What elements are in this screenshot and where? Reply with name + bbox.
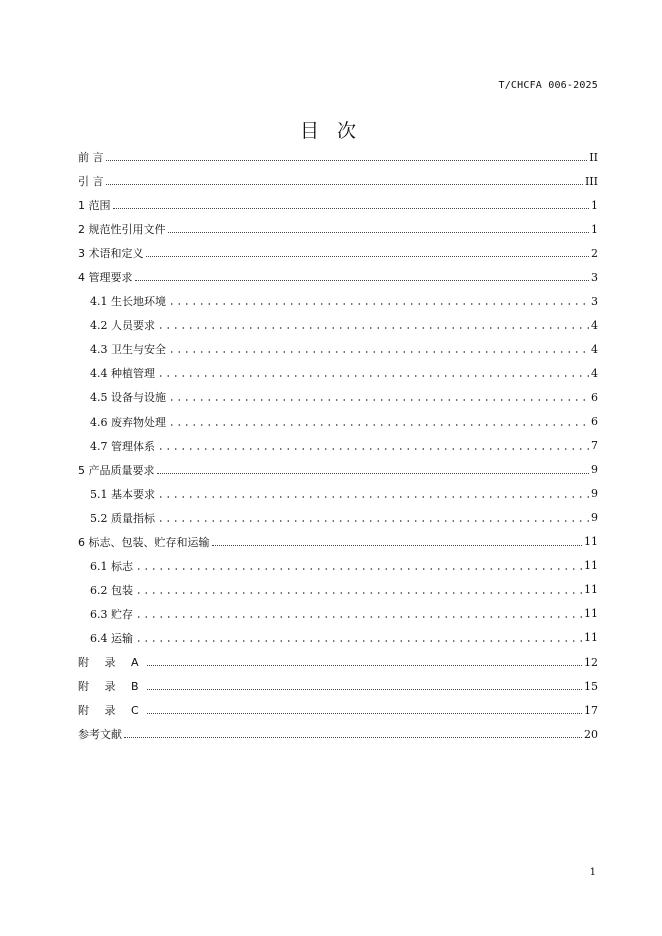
toc-entry-page: 9 [591,463,598,477]
dot-leader [135,279,590,281]
dot-leader [168,231,590,233]
toc-entry-label: 4.6 废弃物处理 [90,415,166,429]
toc-entry-page: III [584,174,598,188]
document-code: T/CHCFA 006-2025 [498,80,598,91]
toc-entry-marking-packaging[interactable] [78,530,598,554]
dot-leader [106,183,583,185]
toc-entry-foreword[interactable] [78,145,598,169]
dot-leader [135,568,582,570]
dot-leader [124,736,582,738]
toc-entry-page: II [589,150,598,164]
toc-entry-label: 2 规范性引用文件 [78,223,166,237]
dot-leader [157,472,590,474]
toc-entry-6-4[interactable] [78,626,598,650]
dot-leader [212,544,583,546]
dot-leader [168,351,589,353]
toc-entry-bibliography[interactable] [78,722,598,746]
toc-entry-page: 2 [591,246,598,260]
toc-entry-appendix-c[interactable] [78,698,598,722]
toc-entry-label: 4.1 生长地环境 [90,295,166,309]
toc-entry-label: 6.4 运输 [90,631,133,645]
toc-entry-page: 11 [584,631,598,645]
toc-entry-label: 5 产品质量要求 [78,463,155,477]
toc-entry-page: 3 [591,294,598,308]
dot-leader [147,712,582,714]
dot-leader [157,375,589,377]
toc-entry-page: 20 [584,727,598,741]
toc-entry-label: 前 言 [78,151,104,165]
toc-entry-page: 11 [584,607,598,621]
toc-entry-label: 4.3 卫生与安全 [90,343,166,357]
dot-leader [168,303,589,305]
toc-entry-appendix-b[interactable] [78,674,598,698]
toc-entry-label: 6.1 标志 [90,559,133,573]
toc-entry-normative-references[interactable] [78,217,598,241]
toc-entry-page: 11 [584,583,598,597]
toc-entry-label: 6.2 包装 [90,583,133,597]
toc-entry-page: 1 [591,222,598,236]
toc-entry-4-7[interactable] [78,434,598,458]
toc-entry-page: 6 [591,415,598,429]
toc-title: 目 次 [299,120,363,142]
dot-leader [135,592,582,594]
toc-entry-appendix-a[interactable] [78,650,598,674]
toc-entry-page: 7 [591,439,598,453]
toc-entry-4-1[interactable] [78,289,598,313]
dot-leader [147,664,582,666]
toc-entry-page: 11 [584,535,598,549]
toc-entry-4-6[interactable] [78,410,598,434]
toc-entry-introduction[interactable] [78,169,598,193]
dot-leader [157,496,589,498]
dot-leader [157,327,589,329]
toc-entry-label: 6 标志、包装、贮存和运输 [78,535,210,549]
toc-entry-management-requirements[interactable] [78,265,598,289]
toc-entry-label: 4.7 管理体系 [90,439,155,453]
dot-leader [106,159,588,161]
dot-leader [135,640,582,642]
toc-entry-label: 4.2 人员要求 [90,319,155,333]
dot-leader [168,399,589,401]
toc-entry-label: 5.1 基本要求 [90,487,155,501]
toc-entry-label: 4.4 种植管理 [90,367,155,381]
toc-entry-page: 1 [591,198,598,212]
toc-entry-label: 5.2 质量指标 [90,511,155,525]
dot-leader [147,688,582,690]
toc-entry-label: 引 言 [78,175,104,189]
dot-leader [168,424,589,426]
toc-entry-6-1[interactable] [78,554,598,578]
toc-entry-label: 3 术语和定义 [78,247,144,261]
toc-entry-4-5[interactable] [78,385,598,409]
toc-entry-page: 9 [591,487,598,501]
dot-leader [146,255,590,257]
toc-entry-page: 4 [591,366,598,380]
toc-entry-label: 附 录 C [78,704,145,718]
toc-entry-scope[interactable] [78,193,598,217]
toc-entry-page: 4 [591,318,598,332]
dot-leader [113,207,590,209]
toc-entry-label: 1 范围 [78,199,111,213]
toc-entry-terms[interactable] [78,241,598,265]
dot-leader [157,448,589,450]
toc-entry-5-1[interactable] [78,482,598,506]
toc-entry-5-2[interactable] [78,506,598,530]
toc-entry-page: 3 [591,270,598,284]
toc-entry-page: 11 [584,559,598,573]
dot-leader [157,520,589,522]
table-of-contents [78,145,598,746]
toc-entry-page: 12 [584,655,598,669]
toc-entry-page: 9 [591,511,598,525]
page-number: 1 [589,867,596,878]
toc-entry-label: 附 录 A [78,656,145,669]
toc-entry-label: 附 录 B [78,680,145,694]
toc-entry-4-2[interactable] [78,313,598,337]
toc-entry-label: 4.5 设备与设施 [90,391,166,405]
toc-entry-label: 6.3 贮存 [90,607,133,621]
toc-entry-6-2[interactable] [78,578,598,602]
toc-entry-page: 6 [591,390,598,404]
toc-entry-page: 17 [584,703,598,717]
toc-entry-4-4[interactable] [78,361,598,385]
toc-entry-page: 15 [584,679,598,693]
toc-entry-label: 4 管理要求 [78,271,133,285]
toc-entry-6-3[interactable] [78,602,598,626]
toc-entry-product-quality[interactable] [78,458,598,482]
toc-entry-page: 4 [591,342,598,356]
toc-entry-4-3[interactable] [78,337,598,361]
toc-entry-label: 参考文献 [78,728,122,742]
dot-leader [135,616,582,618]
